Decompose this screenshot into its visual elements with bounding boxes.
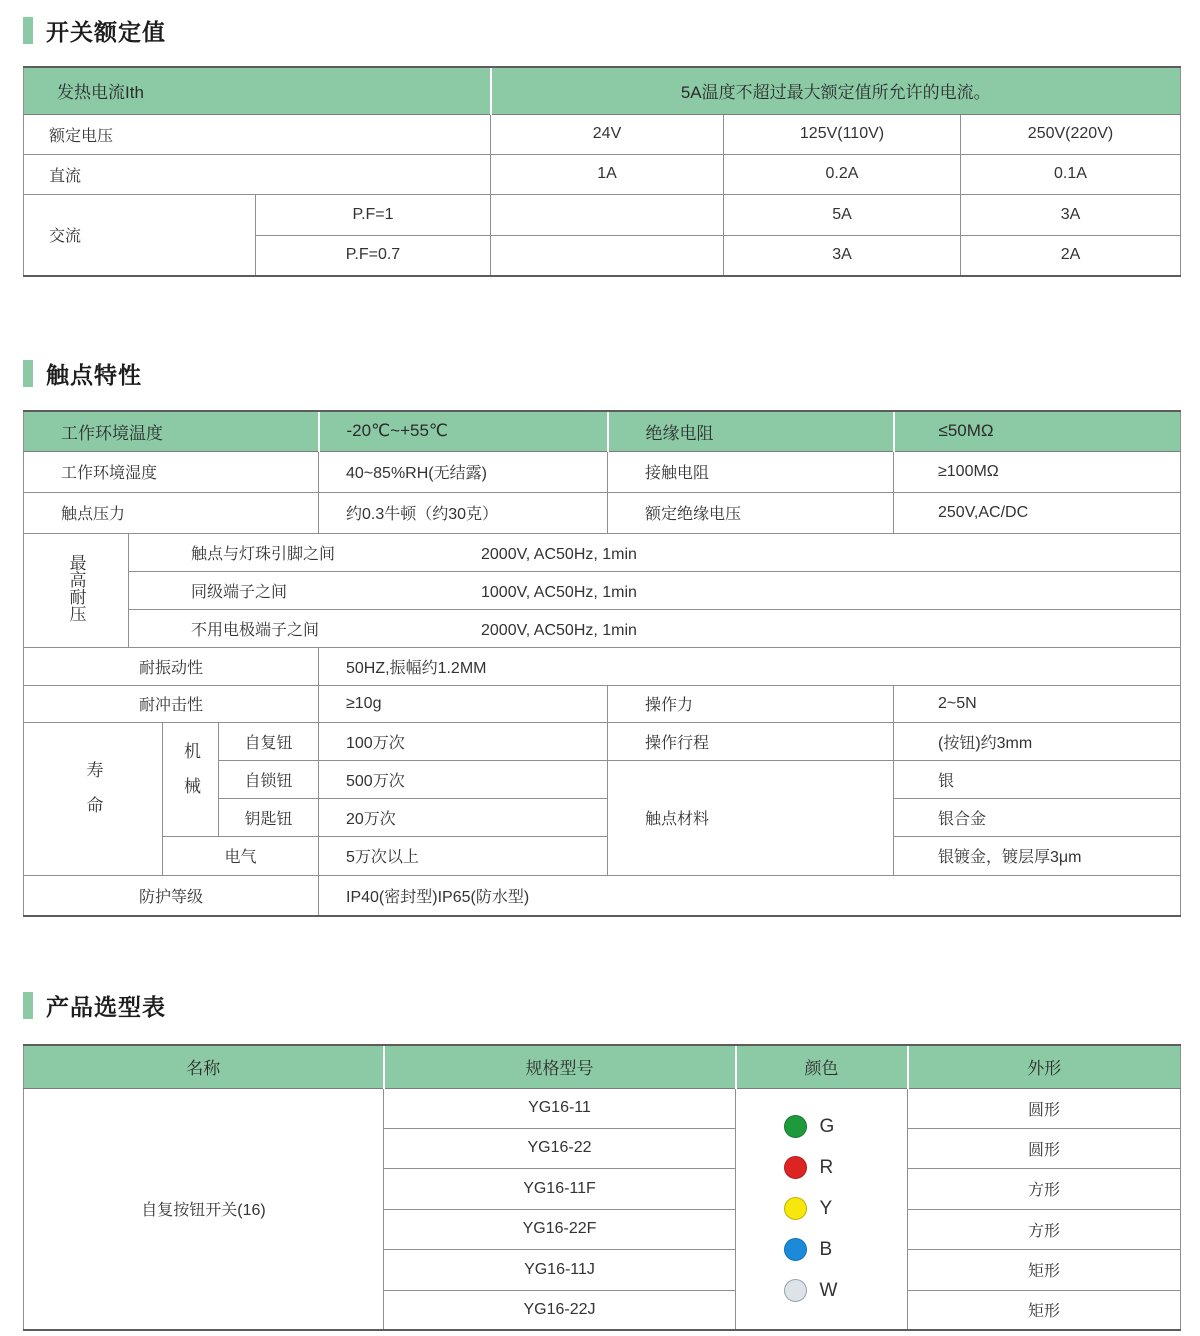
button-type-cell: 自锁钮 — [219, 760, 319, 798]
color-code-label: Y — [819, 1197, 833, 1219]
shape-cell: 方形 — [908, 1168, 1181, 1209]
vertical-label: 最高耐压 — [66, 553, 86, 622]
table-row — [24, 647, 1181, 685]
withstand-item-label: 不用电极端子之间 — [191, 621, 320, 639]
pf07-label-cell: P.F=0.7 — [256, 235, 491, 276]
env-humidity-label-cell: 工作环境湿度 — [24, 451, 319, 492]
table-row — [24, 194, 1181, 235]
table-row — [24, 875, 1181, 916]
life-value-cell: 5万次以上 — [319, 836, 608, 875]
insulation-res-label-cell: 绝缘电阻 — [608, 411, 894, 451]
ac-value-cell: 5A — [724, 194, 961, 235]
contact-material-label-cell: 触点材料 — [608, 760, 894, 875]
header-note-cell: 5A温度不超过最大额定值所允许的电流。 — [491, 67, 1181, 114]
model-cell: YG16-11F — [384, 1168, 736, 1209]
section-title-contact — [23, 357, 1180, 390]
model-cell: YG16-11 — [384, 1088, 736, 1128]
ac-value-cell: 2A — [961, 235, 1181, 276]
ac-value-cell: 3A — [724, 235, 961, 276]
color-option — [784, 1279, 838, 1302]
model-cell: YG16-22 — [384, 1128, 736, 1168]
yellow-dot-icon — [784, 1197, 807, 1220]
material-value-cell: 银镀金，镀层厚3μm — [894, 836, 1181, 875]
table-row — [24, 1088, 1181, 1128]
travel-value-cell: (按钮)约3mm — [894, 722, 1181, 760]
pf1-label-cell: P.F=1 — [256, 194, 491, 235]
vertical-label: 寿命 — [83, 761, 103, 831]
green-bar-icon — [23, 992, 33, 1019]
life-value-cell: 500万次 — [319, 760, 608, 798]
table-row — [24, 609, 1181, 647]
travel-label-cell: 操作行程 — [608, 722, 894, 760]
dc-value-cell: 0.1A — [961, 154, 1181, 194]
material-value-cell: 银合金 — [894, 798, 1181, 836]
table-row — [24, 154, 1181, 194]
section-title-selection — [23, 989, 1180, 1022]
heating-current-header-cell: 发热电流Ith — [24, 67, 491, 114]
color-options-cell — [736, 1088, 908, 1330]
table-row — [24, 492, 1181, 533]
insulation-res-value-cell: ≤50MΩ — [894, 411, 1181, 451]
white-dot-icon — [784, 1279, 807, 1302]
green-dot-icon — [784, 1115, 807, 1138]
contact-pressure-value-cell: 约0.3牛顿（约30克） — [319, 492, 608, 533]
dc-value-cell: 0.2A — [724, 154, 961, 194]
color-option — [784, 1156, 834, 1179]
green-bar-icon — [23, 360, 33, 387]
withstand-row-cell — [129, 609, 1181, 647]
color-header-cell: 颜色 — [736, 1045, 908, 1088]
ac-value-cell: 3A — [961, 194, 1181, 235]
shape-cell: 方形 — [908, 1209, 1181, 1249]
table-header-row — [24, 67, 1181, 114]
ac-value-cell — [491, 235, 724, 276]
rated-voltage-value-cell: 24V — [491, 114, 724, 154]
operating-force-value-cell: 2~5N — [894, 685, 1181, 722]
electrical-label-cell: 电气 — [163, 836, 319, 875]
rated-insulation-voltage-label-cell: 额定绝缘电压 — [608, 492, 894, 533]
life-label-cell — [24, 722, 163, 875]
mechanical-label-cell — [163, 722, 219, 836]
table-header-row — [24, 411, 1181, 451]
color-code-label: W — [819, 1279, 838, 1301]
button-type-cell: 钥匙钮 — [219, 798, 319, 836]
contact-res-value-cell: ≥100MΩ — [894, 451, 1181, 492]
rated-voltage-value-cell: 250V(220V) — [961, 114, 1181, 154]
section-title-text: 触点特性 — [46, 362, 142, 388]
dc-label-cell: 直流 — [24, 154, 491, 194]
contact-pressure-label-cell: 触点压力 — [24, 492, 319, 533]
color-dot-list — [784, 1115, 860, 1302]
contact-table — [23, 410, 1181, 917]
button-type-cell: 自复钮 — [219, 722, 319, 760]
rated-voltage-value-cell: 125V(110V) — [724, 114, 961, 154]
color-option — [784, 1238, 833, 1261]
protection-value-cell: IP40(密封型)IP65(防水型) — [319, 875, 1181, 916]
withstand-voltage-label-cell — [24, 533, 129, 647]
material-value-cell: 银 — [894, 760, 1181, 798]
ac-value-cell — [491, 194, 724, 235]
rated-insulation-voltage-value-cell: 250V,AC/DC — [894, 492, 1181, 533]
model-cell: YG16-22J — [384, 1290, 736, 1330]
table-row — [24, 114, 1181, 154]
withstand-item-label: 同级端子之间 — [191, 583, 288, 601]
shape-cell: 圆形 — [908, 1128, 1181, 1168]
color-option — [784, 1115, 835, 1138]
green-bar-icon — [23, 17, 33, 44]
env-humidity-value-cell: 40~85%RH(无结露) — [319, 451, 608, 492]
vibration-value-cell: 50HZ,振幅约1.2MM — [319, 647, 1181, 685]
withstand-item-value: 2000V, AC50Hz, 1min — [481, 545, 637, 563]
dc-value-cell: 1A — [491, 154, 724, 194]
section-title-ratings — [23, 14, 1180, 47]
env-temp-label-cell: 工作环境温度 — [24, 411, 319, 451]
product-name-cell: 自复按钮开关(16) — [24, 1088, 384, 1330]
table-row — [24, 722, 1181, 760]
model-cell: YG16-22F — [384, 1209, 736, 1249]
shock-label-cell: 耐冲击性 — [24, 685, 319, 722]
color-code-label: G — [819, 1115, 835, 1137]
section-title-text: 产品选型表 — [46, 994, 166, 1020]
shape-header-cell: 外形 — [908, 1045, 1181, 1088]
selection-table — [23, 1044, 1181, 1331]
vibration-label-cell: 耐振动性 — [24, 647, 319, 685]
model-header-cell: 规格型号 — [384, 1045, 736, 1088]
table-header-row — [24, 1045, 1181, 1088]
withstand-item-value: 2000V, AC50Hz, 1min — [481, 621, 637, 639]
blue-dot-icon — [784, 1238, 807, 1261]
table-row — [24, 533, 1181, 571]
shape-cell: 矩形 — [908, 1249, 1181, 1290]
withstand-row-cell — [129, 533, 1181, 571]
contact-res-label-cell: 接触电阻 — [608, 451, 894, 492]
name-header-cell: 名称 — [24, 1045, 384, 1088]
life-value-cell: 100万次 — [319, 722, 608, 760]
operating-force-label-cell: 操作力 — [608, 685, 894, 722]
ac-label-cell: 交流 — [24, 194, 256, 276]
color-option — [784, 1197, 833, 1220]
table-row — [24, 836, 1181, 875]
withstand-row-cell — [129, 571, 1181, 609]
vertical-label: 机械 — [181, 741, 200, 812]
rated-voltage-label-cell: 额定电压 — [24, 114, 491, 154]
table-row — [24, 685, 1181, 722]
table-row — [24, 451, 1181, 492]
model-cell: YG16-11J — [384, 1249, 736, 1290]
section-title-text: 开关额定值 — [46, 19, 166, 45]
shape-cell: 圆形 — [908, 1088, 1181, 1128]
shape-cell: 矩形 — [908, 1290, 1181, 1330]
color-code-label: R — [819, 1156, 834, 1178]
red-dot-icon — [784, 1156, 807, 1179]
env-temp-value-cell: -20℃~+55℃ — [319, 411, 608, 451]
withstand-item-value: 1000V, AC50Hz, 1min — [481, 583, 637, 601]
protection-label-cell: 防护等级 — [24, 875, 319, 916]
withstand-item-label: 触点与灯珠引脚之间 — [191, 545, 336, 563]
shock-value-cell: ≥10g — [319, 685, 608, 722]
table-row — [24, 571, 1181, 609]
life-value-cell: 20万次 — [319, 798, 608, 836]
ratings-table — [23, 66, 1181, 277]
color-code-label: B — [819, 1238, 833, 1260]
